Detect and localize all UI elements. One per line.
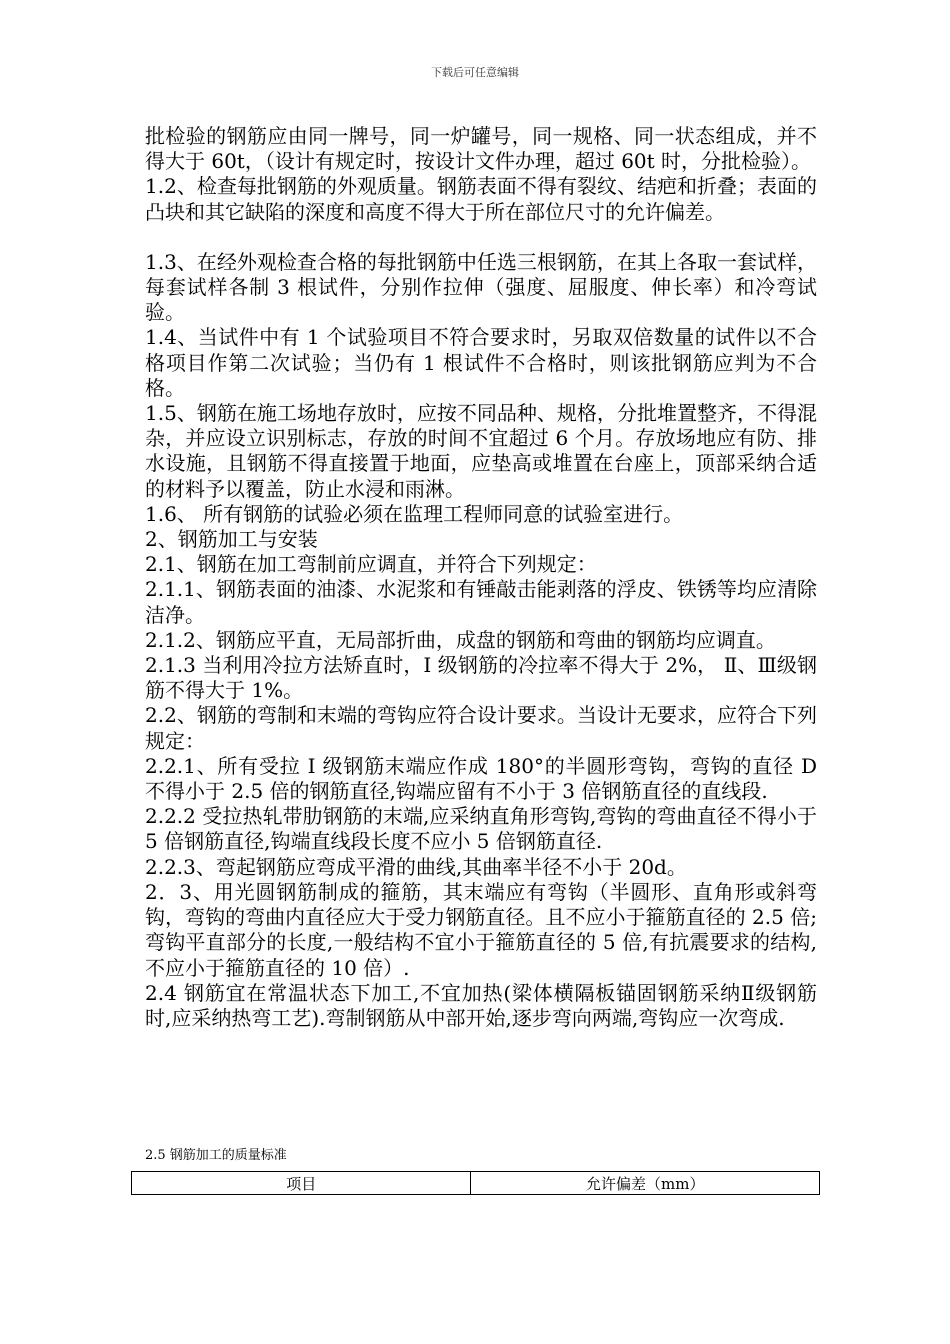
paragraph-1-2: 1.2、检查每批钢筋的外观质量。钢筋表面不得有裂纹、结疤和折叠；表面的凸块和其它缺陷的深度和高度不得大于所在部位尺寸的允许偏差。 [145,174,817,224]
paragraph-2-2-1: 2.2.1、所有受拉 I 级钢筋末端应作成 180°的半圆形弯钩，弯钩的直径 D 不得小于 2.5 倍的钢筋直径,钩端应留有不小于 3 倍钢筋直径的直线段. [145,753,817,804]
document-body [145,124,817,1031]
paragraph-1-6: 1.6、 所有钢筋的试验必须在监理工程师同意的试验室进行。 [145,501,684,526]
paragraph-1-4: 1.4、当试件中有 1 个试验项目不符合要求时，另取双倍数量的试件以不合格项目作第二次试验；当仍有 1 根试件不合格时，则该批钢筋应判为不合格。 [145,325,817,400]
paragraph-batch-inspection: 批检验的钢筋应由同一牌号，同一炉罐号，同一规格、同一状态组成，并不得大于 60t，（设计有规定时，按设计文件办理，超过 60t 时，分批检验）。 [145,124,817,174]
paragraph-1-5: 1.5、钢筋在施工场地存放时，应按不同品种、规格，分批堆置整齐，不得混杂，并应设立识别标志，存放的时间不宜超过 6 个月。存放场地应有防、排水设施，且钢筋不得直接置于地面，应垫高或堆置在台座上，顶部采纳合适的材料予以覆盖，防止水浸和雨淋。 [145,401,817,501]
paragraph-2-2: 2.2、钢筋的弯制和末端的弯钩应符合设计要求。当设计无要求，应符合下列规定： [145,703,817,753]
table-header-row [132,1172,820,1195]
paragraph-2-4: 2.4 钢筋宜在常温状态下加工,不宜加热(梁体横隔板锚固钢筋采纳Ⅱ级钢筋时,应采纳热弯工艺).弯制钢筋从中部开始,逐步弯向两端,弯钩应一次弯成. [145,980,817,1030]
column-header-item: 项目 [132,1172,471,1195]
paragraph-2-1-1: 2.1.1、钢筋表面的油漆、水泥浆和有锤敲击能剥落的浮皮、铁锈等均应清除洁净。 [145,577,817,627]
quality-standard-table [131,1171,820,1195]
paragraph-1-3: 1.3、在经外观检查合格的每批钢筋中任选三根钢筋，在其上各取一套试样，每套试样各制 3 根试件，分别作拉伸（强度、屈服度、伸长率）和冷弯试验。 [145,249,817,325]
page-header: 下载后可任意编辑 [431,66,519,79]
paragraph-2-2-3: 2.2.3、弯起钢筋应弯成平滑的曲线,其曲率半径不小于 20d。 [145,854,687,879]
paragraph-2-1-2: 2.1.2、钢筋应平直，无局部折曲，成盘的钢筋和弯曲的钢筋均应调直。 [145,627,776,652]
paragraph-2-3: 2．3、用光圆钢筋制成的箍筋，其末端应有弯钩（半圆形、直角形或斜弯钩，弯钩的弯曲内直径应大于受力钢筋直径。且不应小于箍筋直径的 2.5 倍;弯钩平直部分的长度,一般结构不宜小于箍筋直径的 5 倍,有抗震要求的结构,不应小于箍筋直径的 10 倍）. [145,879,817,980]
section-heading-2: 2、钢筋加工与安装 [145,527,318,552]
paragraph-2-1: 2.1、钢筋在加工弯制前应调直，并符合下列规定： [145,552,597,577]
table-caption: 2.5 钢筋加工的质量标准 [145,1148,287,1163]
paragraph-2-2-2: 2.2.2 受拉热轧带肋钢筋的末端,应采纳直角形弯钩,弯钩的弯曲直径不得小于 5 倍钢筋直径,钩端直线段长度不应小 5 倍钢筋直径. [145,804,817,854]
column-header-tolerance: 允许偏差（mm） [471,1172,820,1195]
paragraph-2-1-3: 2.1.3 当利用冷拉方法矫直时，I 级钢筋的冷拉率不得大于 2%， Ⅱ、Ⅲ级钢筋不得大于 1%。 [145,653,817,703]
